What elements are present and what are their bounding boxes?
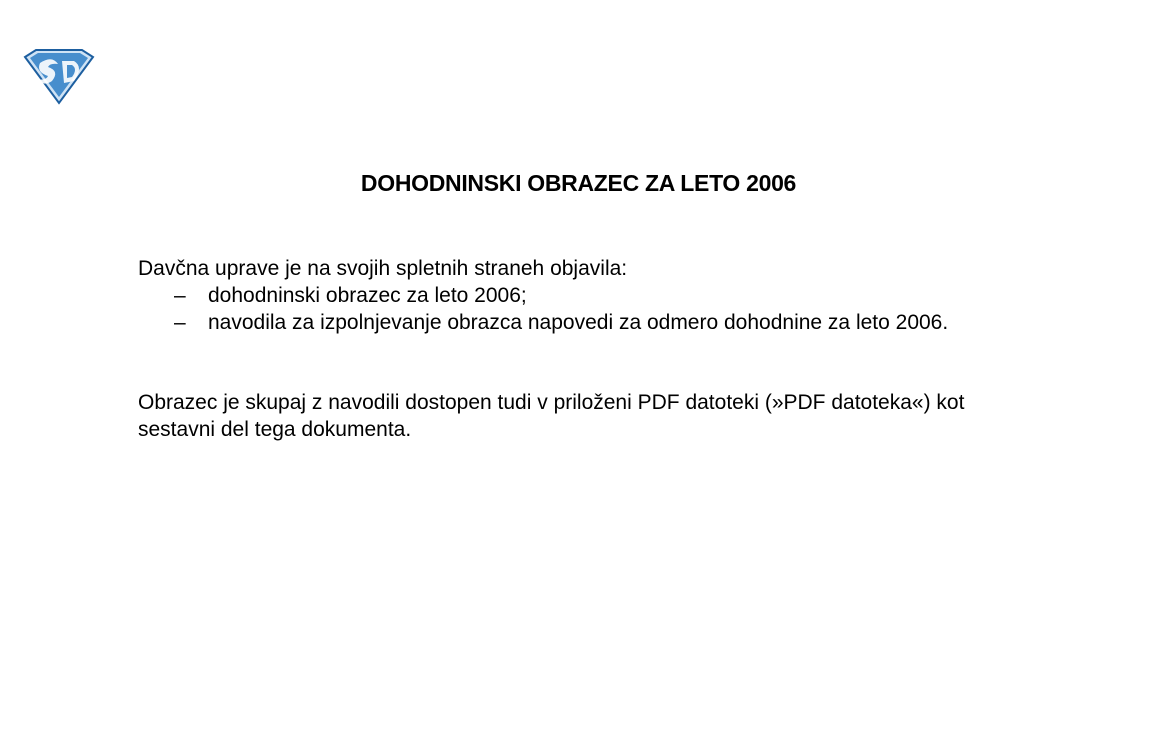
list-item — [138, 282, 1020, 309]
dash-marker: – — [174, 311, 186, 334]
document-title: DOHODNINSKI OBRAZEC ZA LETO 2006 — [360, 170, 797, 196]
list-item — [138, 309, 1020, 336]
intro-text: Davčna uprave je na svojih spletnih straneh objavila: — [138, 257, 628, 280]
bullet-list — [138, 282, 1020, 336]
document-body — [138, 255, 1020, 443]
sd-logo — [22, 47, 96, 105]
dash-marker: – — [174, 284, 186, 307]
list-item-text: navodila za izpolnjevanje obrazca napovedi za odmero dohodnine za leto 2006. — [208, 311, 949, 334]
note-text: Obrazec je skupaj z navodili dostopen tudi v priloženi PDF datoteki (»PDF datoteka«) kot sestavni del tega dokumenta. — [138, 391, 965, 441]
list-item-text: dohodninski obrazec za leto 2006; — [208, 284, 527, 307]
